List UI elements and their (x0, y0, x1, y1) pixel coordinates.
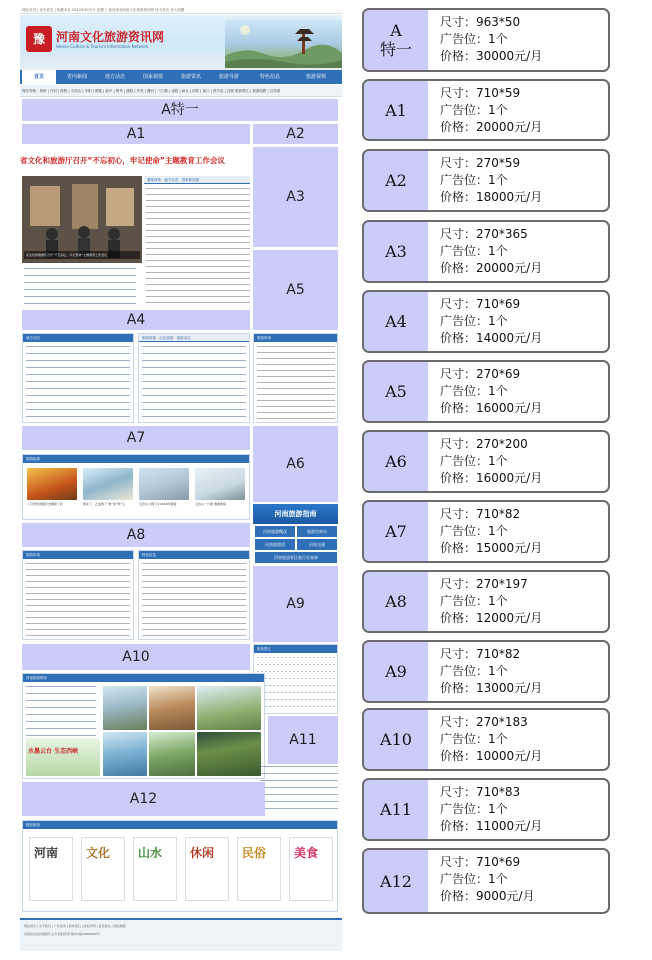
card-info (440, 506, 542, 557)
site-title[interactable]: 河南文化旅游资讯网 (56, 30, 165, 44)
card-label: A10 (364, 710, 428, 769)
card-slots: 广告位：1个 (440, 32, 508, 46)
story-thumb-3[interactable] (139, 468, 189, 500)
tour-links[interactable] (26, 686, 96, 736)
price-card-a2 (362, 149, 610, 212)
card-price: 价格：15000元/月 (440, 541, 543, 555)
footer-links[interactable]: 网站首页 | 关于我们 | 广告业务 | 联系我们 | 版权声明 | 意见建议 | 网站地图 (24, 924, 126, 928)
guide-btn-traffic[interactable]: 河南交通 (297, 539, 337, 550)
card-price: 价格：12000元/月 (440, 611, 543, 625)
poster-leisure[interactable]: 休闲 (185, 837, 229, 901)
ad-slot-a12[interactable]: A12 (22, 782, 265, 816)
panel-title: 地方动态 (23, 334, 133, 342)
nav-item-local[interactable]: 地方动态 (104, 74, 125, 80)
ad-slot-a5[interactable]: A5 (253, 250, 338, 330)
card-size: 尺寸：270*59 (440, 156, 521, 170)
slogan-text: 水墨云台 生态西峡 (28, 748, 79, 755)
card-slots: 广告位：1个 (440, 524, 508, 538)
card-price: 价格：13000元/月 (440, 681, 543, 695)
ad-slot-a7[interactable]: A7 (22, 426, 250, 450)
price-card-a6 (362, 430, 610, 493)
card-size: 尺寸：710*69 (440, 297, 521, 311)
scenic-photo-1[interactable] (103, 686, 147, 730)
card-price: 价格：20000元/月 (440, 261, 543, 275)
card-info (440, 296, 542, 347)
card-label: A2 (364, 151, 428, 210)
card-size: 尺寸：270*200 (440, 437, 528, 451)
card-size: 尺寸：710*82 (440, 647, 521, 661)
card-label: A3 (364, 222, 428, 281)
landscape-illustration (225, 20, 342, 68)
site-subtitle-en: Henan Culture & Tourism Information Network (56, 44, 149, 49)
price-card-a5 (362, 360, 610, 423)
panel-feature-left (22, 550, 134, 640)
footer-copyright: 河南省文化和旅游厅主办 版权所有 豫ICP备10000000号 (24, 932, 100, 936)
panel-title: 推荐景区 (254, 645, 337, 653)
panel-text (257, 346, 335, 420)
site-footer (20, 918, 342, 951)
card-label: A1 (364, 81, 428, 139)
guide-btn-search[interactable]: 河南旅游景区旅行社查询 (255, 552, 337, 563)
card-label: A12 (364, 850, 428, 912)
card-price: 价格：16000元/月 (440, 401, 543, 415)
panel-text (26, 563, 130, 637)
panel-boutique (22, 820, 338, 912)
nav-item-home[interactable]: 首页 (22, 70, 56, 84)
top-utility-bar: 网站首页 | 设为首页 | 收藏本站 2019年6月5日 星期三 欢迎来到河南文化旅游资讯网 设为首页 加入收藏 (20, 6, 342, 14)
story-caption-1[interactable]: 八月份你的国庆去哪里了好 (27, 502, 64, 506)
card-slots: 广告位：1个 (440, 454, 508, 468)
card-size: 尺寸：710*59 (440, 86, 521, 100)
card-slots: 广告位：1个 (440, 244, 508, 258)
price-card-a-special (362, 8, 610, 72)
scenic-link-grid[interactable] (257, 657, 335, 711)
panel-local-news (22, 333, 134, 423)
poster-henan[interactable]: 河南 (29, 837, 73, 901)
card-price: 价格：16000元/月 (440, 471, 543, 485)
card-price: 价格：10000元/月 (440, 749, 543, 763)
card-size: 尺寸：710*69 (440, 855, 521, 869)
card-info (440, 854, 535, 905)
ad-slot-a6[interactable]: A6 (253, 426, 338, 502)
news-body-text (146, 188, 250, 308)
nav-item-video[interactable]: 旅游视频 (305, 74, 326, 80)
card-label: A4 (364, 292, 428, 351)
price-card-a11 (362, 778, 610, 841)
main-nav (20, 70, 342, 84)
nav-item-guide[interactable]: 旅游导游 (218, 74, 239, 80)
card-size: 尺寸：963*50 (440, 15, 521, 29)
panel-title: 河南旅游推荐 (23, 674, 264, 682)
card-info (440, 784, 542, 835)
ad-slot-a2[interactable]: A2 (253, 124, 338, 144)
panel-title: 旅游咨询 (254, 334, 337, 342)
card-info (440, 576, 542, 627)
card-label: A 特一 (364, 10, 428, 70)
panel-title: 特色信息 (139, 551, 249, 559)
price-card-a3 (362, 220, 610, 283)
price-card-a7 (362, 500, 610, 563)
card-size: 尺寸：270*183 (440, 715, 528, 729)
ad-slot-a4[interactable]: A4 (22, 310, 250, 330)
price-card-a8 (362, 570, 610, 633)
card-size: 尺寸：270*197 (440, 577, 528, 591)
ad-slot-a1[interactable]: A1 (22, 124, 250, 144)
card-slots: 广告位：1个 (440, 732, 508, 746)
story-thumb-4[interactable] (195, 468, 245, 500)
poster-food[interactable]: 美食 (289, 837, 333, 901)
tab-tour-dynamic[interactable]: 旅游动态 (176, 336, 191, 340)
guide-btn-overview[interactable]: 河南旅游概况 (255, 526, 295, 537)
price-card-a4 (362, 290, 610, 353)
story-thumb-2[interactable] (83, 468, 133, 500)
card-info (440, 646, 542, 697)
price-card-a10 (362, 708, 610, 771)
card-size: 尺寸：270*69 (440, 367, 521, 381)
ad-slot-a8[interactable]: A8 (22, 523, 250, 547)
card-price: 价格：14000元/月 (440, 331, 543, 345)
panel-henan-tour (22, 673, 265, 779)
card-price: 价格：30000元/月 (440, 49, 543, 63)
card-info (440, 714, 542, 765)
card-price: 价格：11000元/月 (440, 819, 543, 833)
news-photo[interactable] (22, 176, 142, 263)
card-info (440, 85, 542, 136)
scenic-photo-5[interactable] (149, 732, 195, 776)
scenic-photo-4[interactable] (103, 732, 147, 776)
card-size: 尺寸：710*82 (440, 507, 521, 521)
panel-title: 旅游咨询 (23, 551, 133, 559)
nav-item-tour-info[interactable]: 旅游资讯 (180, 74, 201, 80)
card-price: 价格：20000元/月 (440, 120, 543, 134)
card-label: A8 (364, 572, 428, 631)
nav-item-featured[interactable]: 特色信息 (259, 74, 280, 80)
ad-slot-a10[interactable]: A10 (22, 644, 250, 670)
price-card-a9 (362, 640, 610, 703)
card-label: A6 (364, 432, 428, 491)
tab-tour-window[interactable]: 旅游视窗 (142, 336, 156, 340)
story-caption-3[interactable]: 云台山公园下午2018年游客 (139, 502, 177, 506)
ad-slot-a9[interactable]: A9 (253, 566, 338, 642)
scenic-photo-3[interactable] (197, 686, 261, 730)
scenic-photo-2[interactable] (149, 686, 195, 730)
story-thumb-1[interactable] (27, 468, 77, 500)
panel-links[interactable] (26, 346, 130, 420)
poster-folk[interactable]: 民俗 (237, 837, 281, 901)
guide-btn-group[interactable]: 河南旅游团 (255, 539, 295, 550)
panel-links[interactable] (142, 346, 246, 420)
poster-landscape[interactable]: 山水 (133, 837, 177, 901)
card-size: 尺寸：270*365 (440, 227, 528, 241)
card-label: A9 (364, 642, 428, 701)
slogan-banner[interactable] (26, 738, 100, 776)
news-list-left[interactable] (24, 268, 136, 308)
panel-text (142, 563, 246, 637)
card-info (440, 366, 542, 417)
card-label: A5 (364, 362, 428, 421)
panel-feature-info (138, 550, 250, 640)
card-slots: 广告位：1个 (440, 802, 508, 816)
card-price: 价格：9000元/月 (440, 889, 535, 903)
price-card-a12 (362, 848, 610, 914)
story-caption-2[interactable]: 周末了，乙成熟了“秋”你“秋”么 (83, 502, 126, 506)
panel-recommended (253, 644, 338, 714)
tab-national-news[interactable]: 国家新视窗 (181, 178, 200, 182)
ad-slot-a11[interactable]: A11 (268, 716, 338, 764)
header-scenery-image (225, 20, 342, 68)
card-info (440, 14, 542, 65)
card-label: A7 (364, 502, 428, 561)
card-slots: 广告位：1个 (440, 384, 508, 398)
panel-title: 旅游故事 (23, 455, 249, 463)
card-slots: 广告位：1个 (440, 314, 508, 328)
card-slots: 广告位：1个 (440, 173, 508, 187)
panel-title: 精品旅游 (23, 821, 337, 829)
panel-travel-story (22, 454, 250, 520)
tab-red-tour[interactable]: 红色旅游 (159, 336, 174, 340)
website-mockup (20, 6, 342, 951)
card-size: 尺寸：710*83 (440, 785, 521, 799)
sub-nav[interactable]: 网站导航：郑州 | 开封 | 洛阳 | 平顶山 | 安阳 | 鹤壁 | 新乡 | 焦作 | 濮阳 | 许昌 | 漯河 | 三门峡 | 南阳 | 商丘 | 信阳 | 周口 | 驻马店 | 济源 旅游景区 | 旅游线路 | 自驾游 (20, 85, 342, 97)
panel-tour-consult (253, 333, 338, 423)
tab-local-news[interactable]: 地方动态 (164, 178, 179, 182)
ad-slot-a3[interactable]: A3 (253, 147, 338, 247)
scenic-photo-6[interactable] (197, 732, 261, 776)
ad-slot-a-special[interactable]: A特一 (22, 99, 338, 121)
card-info (440, 226, 542, 277)
card-label: A11 (364, 780, 428, 839)
poster-culture[interactable]: 文化 (81, 837, 125, 901)
card-info (440, 436, 542, 487)
right-link-list[interactable] (260, 766, 338, 812)
panel-tour-window (138, 333, 250, 423)
news-photo-caption: 省文化和旅游厅召开“不忘初心，牢记使命”主题教育工作会议 (24, 251, 140, 259)
tab-news-focus[interactable]: 要闻视角 (147, 178, 161, 182)
guide-banner[interactable]: 河南旅游指南 (253, 504, 338, 524)
card-slots: 广告位：1个 (440, 594, 508, 608)
site-logo[interactable]: 豫 (26, 26, 52, 52)
nav-item-province-news[interactable]: 省内新闻 (66, 74, 87, 80)
price-card-a1 (362, 79, 610, 141)
panel-tabs (139, 334, 249, 342)
headline[interactable]: 省文化和旅游厅召开“不忘初心，牢记使命”主题教育工作会议 (20, 156, 225, 165)
card-info (440, 155, 542, 206)
card-slots: 广告位：1个 (440, 664, 508, 678)
nav-item-national[interactable]: 国家视窗 (142, 74, 163, 80)
card-slots: 广告位：1个 (440, 872, 508, 886)
card-slots: 广告位：1个 (440, 103, 508, 117)
news-tabs (144, 176, 250, 184)
story-caption-4[interactable]: 云台山一日游 旅游体验 (195, 502, 226, 506)
card-price: 价格：18000元/月 (440, 190, 543, 204)
guide-btn-consult[interactable]: 旅游咨询台 (297, 526, 337, 537)
photo-illustration (22, 176, 142, 263)
